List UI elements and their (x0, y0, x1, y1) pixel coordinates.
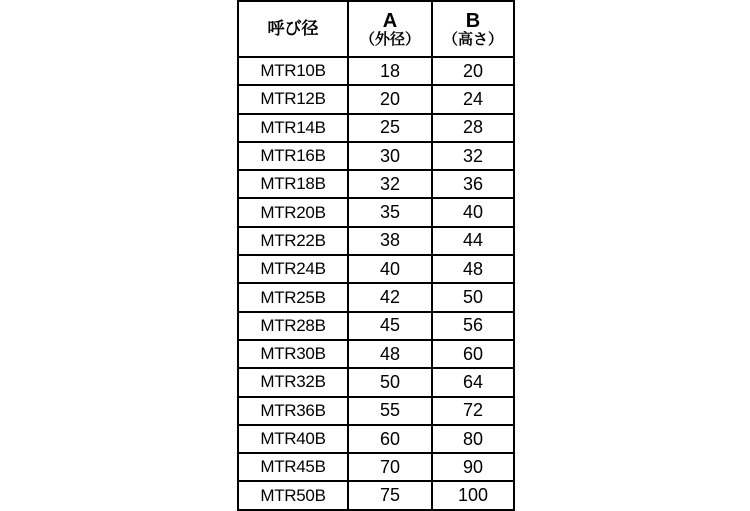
cell-outer-diameter: 60 (348, 425, 432, 453)
header-name-label: 呼び径 (267, 18, 319, 38)
cell-outer-diameter: 30 (348, 142, 432, 170)
cell-outer-diameter: 48 (348, 340, 432, 368)
cell-height: 44 (432, 227, 514, 255)
table-row (238, 227, 514, 255)
table-row (238, 85, 514, 113)
header-a-label: A (382, 9, 398, 32)
cell-height: 60 (432, 340, 514, 368)
cell-name: MTR50B (238, 481, 348, 509)
cell-outer-diameter: 42 (348, 283, 432, 311)
cell-name: MTR24B (238, 255, 348, 283)
cell-height: 50 (432, 283, 514, 311)
cell-outer-diameter: 75 (348, 481, 432, 509)
cell-name: MTR22B (238, 227, 348, 255)
cell-name: MTR25B (238, 283, 348, 311)
cell-outer-diameter: 38 (348, 227, 432, 255)
cell-name: MTR14B (238, 114, 348, 142)
cell-name: MTR45B (238, 453, 348, 481)
table-row (238, 425, 514, 453)
cell-height: 36 (432, 170, 514, 198)
cell-height: 20 (432, 57, 514, 85)
cell-name: MTR12B (238, 85, 348, 113)
cell-name: MTR40B (238, 425, 348, 453)
cell-height: 32 (432, 142, 514, 170)
cell-outer-diameter: 40 (348, 255, 432, 283)
cell-height: 64 (432, 368, 514, 396)
table-body (238, 57, 514, 510)
cell-height: 90 (432, 453, 514, 481)
table-row (238, 481, 514, 509)
table-row (238, 114, 514, 142)
header-cell-name (238, 1, 348, 57)
cell-name: MTR32B (238, 368, 348, 396)
table-row (238, 198, 514, 226)
header-b-sublabel: （高さ） (442, 30, 503, 48)
cell-outer-diameter: 20 (348, 85, 432, 113)
table-header (238, 1, 514, 57)
cell-name: MTR36B (238, 397, 348, 425)
dimension-table (237, 0, 515, 511)
header-cell-b (432, 1, 514, 57)
cell-name: MTR16B (238, 142, 348, 170)
cell-height: 56 (432, 312, 514, 340)
table-row (238, 312, 514, 340)
cell-name: MTR18B (238, 170, 348, 198)
cell-name: MTR10B (238, 57, 348, 85)
table-row (238, 397, 514, 425)
header-b-label: B (465, 9, 481, 32)
cell-height: 28 (432, 114, 514, 142)
table-row (238, 453, 514, 481)
cell-outer-diameter: 18 (348, 57, 432, 85)
cell-outer-diameter: 32 (348, 170, 432, 198)
header-a-sublabel: （外径） (359, 30, 420, 48)
table-row (238, 57, 514, 85)
header-cell-a (348, 1, 432, 57)
table-row (238, 170, 514, 198)
cell-name: MTR30B (238, 340, 348, 368)
cell-outer-diameter: 45 (348, 312, 432, 340)
cell-outer-diameter: 55 (348, 397, 432, 425)
cell-height: 24 (432, 85, 514, 113)
cell-height: 100 (432, 481, 514, 509)
table-row (238, 255, 514, 283)
cell-outer-diameter: 70 (348, 453, 432, 481)
table-row (238, 340, 514, 368)
header-row (238, 1, 514, 57)
table-row (238, 142, 514, 170)
cell-name: MTR20B (238, 198, 348, 226)
cell-outer-diameter: 25 (348, 114, 432, 142)
cell-height: 80 (432, 425, 514, 453)
cell-outer-diameter: 35 (348, 198, 432, 226)
cell-name: MTR28B (238, 312, 348, 340)
cell-height: 72 (432, 397, 514, 425)
table-row (238, 368, 514, 396)
table-row (238, 283, 514, 311)
cell-height: 48 (432, 255, 514, 283)
cell-outer-diameter: 50 (348, 368, 432, 396)
cell-height: 40 (432, 198, 514, 226)
